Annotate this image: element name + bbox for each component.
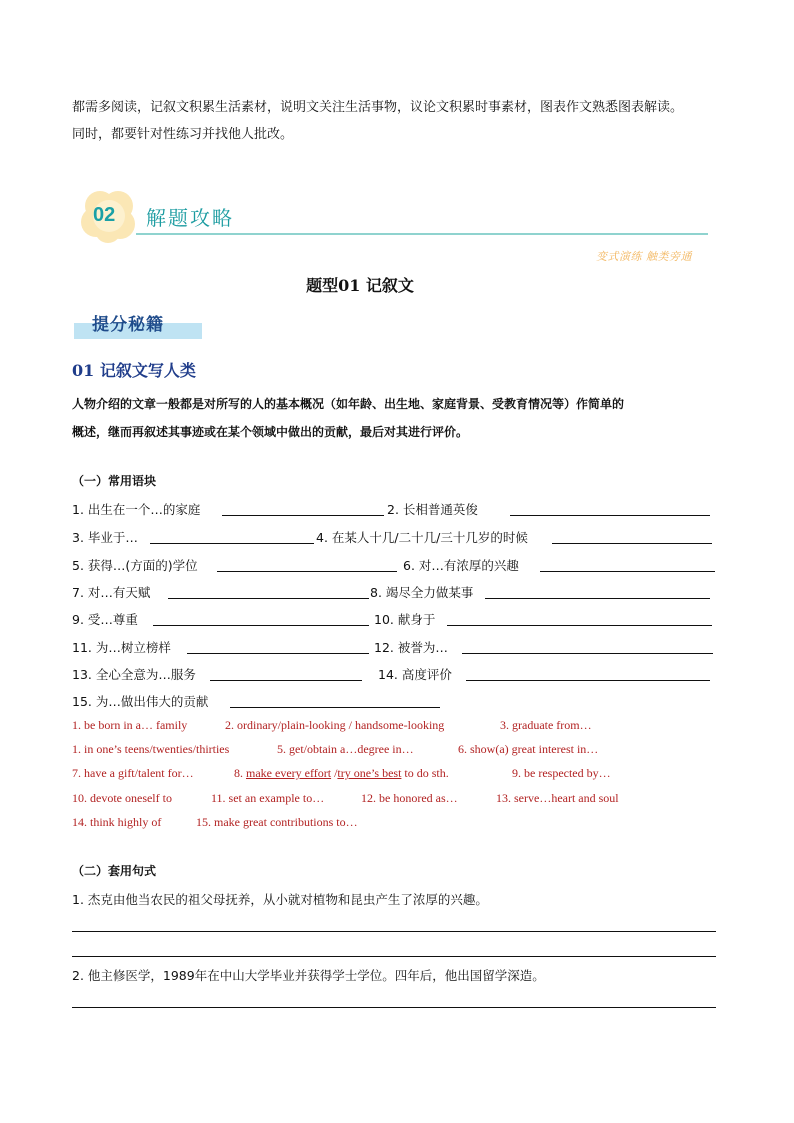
fill-blank-line[interactable] bbox=[510, 515, 710, 516]
answer-item: 5. get/obtain a…degree in… bbox=[277, 742, 414, 756]
fill-blank-line[interactable] bbox=[552, 543, 712, 544]
description-line: 概述，继而再叙述其事迹或在某个领域中做出的贡献，最后对其进行评价。 bbox=[72, 425, 469, 439]
answer-item: 14. think highly of bbox=[72, 815, 162, 829]
answer-item: 9. be respected by… bbox=[512, 766, 611, 780]
description-paragraph bbox=[72, 390, 732, 446]
sentence-prompt: 2. 他主修医学，1989年在中山大学毕业并获得学士学位。四年后，他出国留学深造。 bbox=[72, 968, 545, 983]
phrase-item: 8. 竭尽全力做某事 bbox=[370, 585, 474, 600]
answer-item: 13. serve…heart and soul bbox=[496, 791, 619, 805]
fill-blank-line[interactable] bbox=[168, 598, 369, 599]
phrase-item: 6. 对…有浓厚的兴趣 bbox=[403, 558, 519, 573]
answer-item: 12. be honored as… bbox=[361, 791, 458, 805]
tip-banner: 提分秘籍 bbox=[92, 315, 164, 335]
answer-item: 6. show(a) great interest in… bbox=[458, 742, 599, 756]
topic-heading: 01 记叙文写人类 bbox=[72, 361, 196, 380]
answer-item: 1. in one’s teens/twenties/thirties bbox=[72, 742, 230, 756]
writing-line[interactable] bbox=[72, 956, 716, 957]
answer-item-8 bbox=[234, 766, 449, 781]
phrase-item: 12. 被誉为… bbox=[374, 640, 448, 655]
type-title-text: 题型01 记叙文 bbox=[306, 276, 414, 295]
phrase-item: 5. 获得…(方面的)学位 bbox=[72, 558, 198, 573]
intro-line: 都需多阅读，记叙文积累生活素材，说明文关注生活事物，议论文积累时事素材，图表作文熟悉图表解读。 bbox=[72, 100, 684, 115]
answer-item: 7. have a gift/talent for… bbox=[72, 766, 194, 780]
phrase-item: 2. 长相普通英俊 bbox=[387, 502, 478, 517]
phrase-item: 3. 毕业于… bbox=[72, 530, 138, 545]
answer-item: 15. make great contributions to… bbox=[196, 815, 358, 829]
answer-item: 3. graduate from… bbox=[500, 718, 592, 732]
answer-suffix: to do sth. bbox=[401, 766, 449, 780]
answer-separator: / bbox=[331, 766, 338, 780]
sentence-patterns-heading: （二）套用句式 bbox=[72, 864, 157, 878]
fill-blank-line[interactable] bbox=[462, 653, 713, 654]
phrase-item: 1. 出生在一个…的家庭 bbox=[72, 502, 201, 517]
phrase-item: 9. 受…尊重 bbox=[72, 612, 138, 627]
answer-item: 11. set an example to… bbox=[211, 791, 325, 805]
phrase-item: 10. 献身于 bbox=[374, 612, 436, 627]
fill-blank-line[interactable] bbox=[447, 625, 712, 626]
answer-underlined: try one’s best bbox=[337, 766, 402, 780]
fill-blank-line[interactable] bbox=[217, 571, 397, 572]
phrase-item: 7. 对…有天赋 bbox=[72, 585, 151, 600]
fill-blank-line[interactable] bbox=[466, 680, 710, 681]
section-number: 02 bbox=[93, 204, 116, 226]
sentence-prompt: 1. 杰克由他当农民的祖父母抚养，从小就对植物和昆虫产生了浓厚的兴趣。 bbox=[72, 892, 488, 907]
section-tagline: 变式演练 触类旁通 bbox=[596, 250, 692, 263]
phrase-item: 15. 为…做出伟大的贡献 bbox=[72, 694, 209, 709]
section-divider bbox=[136, 233, 708, 235]
answer-underlined: make every effort bbox=[246, 766, 332, 780]
writing-line[interactable] bbox=[72, 931, 716, 932]
description-line: 人物介绍的文章一般都是对所写的人的基本概况（如年龄、出生地、家庭背景、受教育情况等）作简单的 bbox=[72, 397, 625, 411]
phrase-item: 11. 为…树立榜样 bbox=[72, 640, 171, 655]
fill-blank-line[interactable] bbox=[222, 515, 384, 516]
answer-item: 2. ordinary/plain-looking / handsome-looking bbox=[225, 718, 445, 732]
phrase-item: 4. 在某人十几/二十几/三十几岁的时候 bbox=[316, 530, 528, 545]
fill-blank-line[interactable] bbox=[187, 653, 369, 654]
fill-blank-line[interactable] bbox=[485, 598, 710, 599]
intro-paragraph bbox=[72, 94, 732, 148]
answer-prefix: 8. bbox=[234, 766, 246, 780]
type-title bbox=[0, 273, 794, 296]
phrase-item: 13. 全心全意为…服务 bbox=[72, 667, 196, 682]
phrase-item: 14. 高度评价 bbox=[378, 667, 452, 682]
fill-blank-line[interactable] bbox=[150, 543, 314, 544]
fill-blank-line[interactable] bbox=[540, 571, 715, 572]
fill-blank-line[interactable] bbox=[210, 680, 362, 681]
common-phrases-heading: （一）常用语块 bbox=[72, 474, 157, 488]
intro-line: 同时，都要针对性练习并找他人批改。 bbox=[72, 127, 294, 142]
fill-blank-line[interactable] bbox=[153, 625, 369, 626]
fill-blank-line[interactable] bbox=[230, 707, 440, 708]
writing-line[interactable] bbox=[72, 1007, 716, 1008]
answer-item: 1. be born in a… family bbox=[72, 718, 188, 732]
answer-item: 10. devote oneself to bbox=[72, 791, 172, 805]
section-title: 解题攻略 bbox=[146, 206, 234, 230]
